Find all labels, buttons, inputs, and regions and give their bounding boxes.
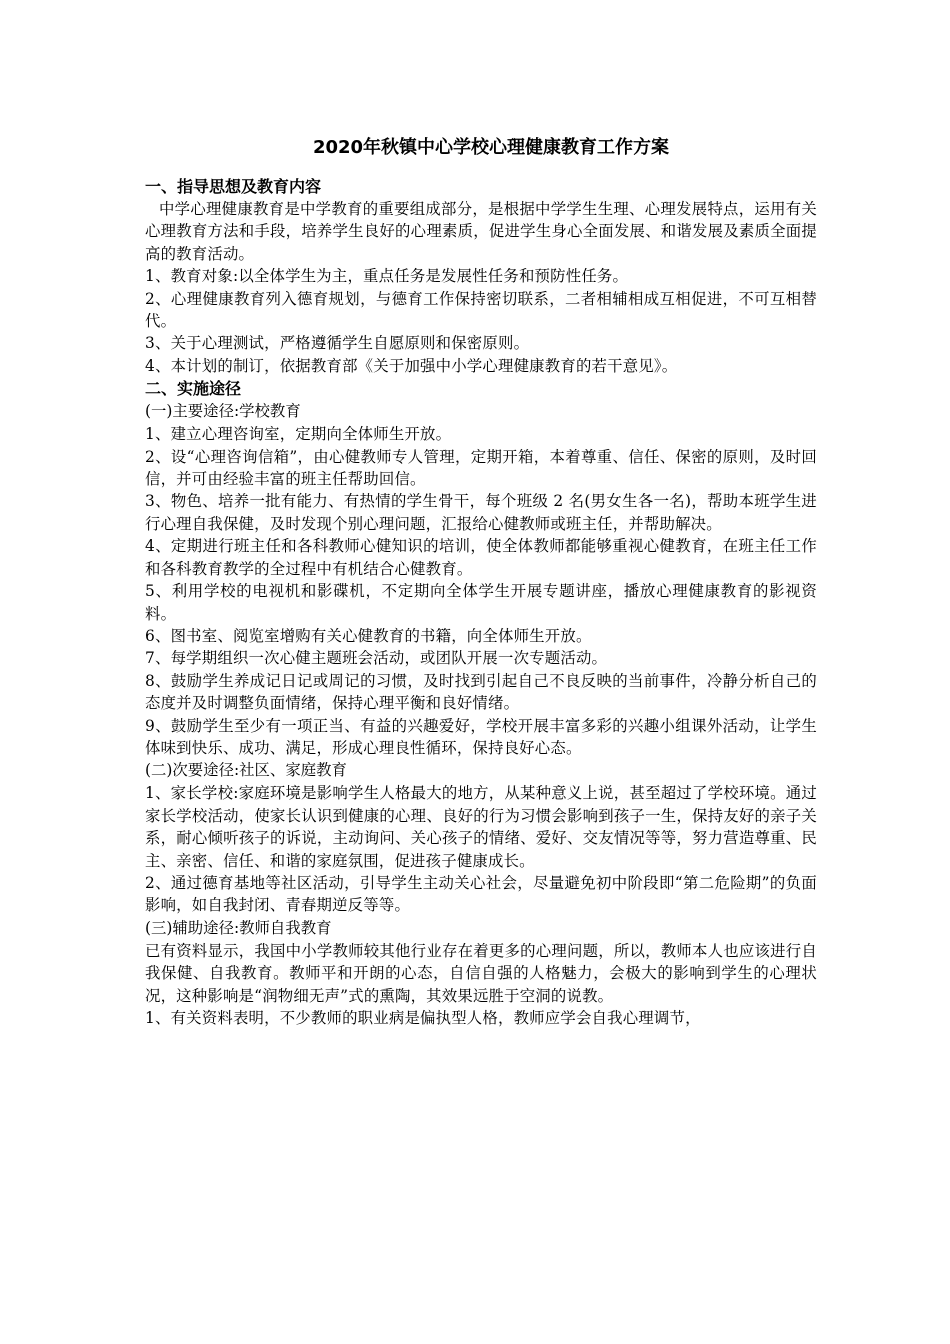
list-item: 4、定期进行班主任和各科教师心健知识的培训，使全体教师都能够重视心健教育，在班主任工作和各科教育教学的全过程中有机结合心健教育。 [145,537,817,578]
paragraph: 中学心理健康教育是中学教育的重要组成部分，是根据中学学生生理、心理发展特点，运用有关心理教育方法和手段，培养学生良好的心理素质，促进学生身心全面发展、和谐发展及素质全面提高的教育活动。 [145,200,817,263]
document-page [145,135,817,1029]
section-heading: 一、指导思想及教育内容 [145,177,322,196]
list-item: 9、鼓励学生至少有一项正当、有益的兴趣爱好，学校开展丰富多彩的兴趣小组课外活动，让学生体味到快乐、成功、满足，形成心理良性循环，保持良好心态。 [145,716,817,757]
list-item: 7、每学期组织一次心健主题班会活动，或团队开展一次专题活动。 [145,649,608,668]
list-item: 2、设“心理咨询信箱”，由心健教师专人管理，定期开箱，本着尊重、信任、保密的原则，及时回信，并可由经验丰富的班主任帮助回信。 [145,447,817,489]
list-item: 5、利用学校的电视机和影碟机，不定期向全体学生开展专题讲座，播放心理健康教育的影视资料。 [145,582,817,623]
list-item: 1、家长学校:家庭环境是影响学生人格最大的地方，从某种意义上说，甚至超过了学校环境。通过家长学校活动，使家长认识到健康的心理、良好的行为习惯会影响到孩子一生，保持友好的亲子关系，耐心倾听孩子的诉说，主动询问、关心孩子的情绪、爱好、交友情况等等，努力营造尊重、民主、亲密、信任、和谐的家庭氛围，促进孩子健康成长。 [145,784,817,870]
subsection-heading: (三)辅助途径:教师自我教育 [145,918,332,937]
list-item: 1、建立心理咨询室，定期向全体师生开放。 [145,425,452,444]
list-item: 3、关于心理测试，严格遵循学生自愿原则和保密原则。 [145,334,530,353]
list-item: 6、图书室、阅览室增购有关心健教育的书籍，向全体师生开放。 [145,626,592,645]
subsection-heading: (二)次要途径:社区、家庭教育 [145,761,347,780]
document-title: 2020年秋镇中心学校心理健康教育工作方案 [312,137,670,158]
list-item: 1、有关资料表明，不少教师的职业病是偏执型人格，教师应学会自我心理调节， [145,1009,701,1027]
list-item: 2、心理健康教育列入德育规划，与德育工作保持密切联系，二者相辅相成互相促进，不可互相替代。 [145,289,817,331]
list-item: 3、物色、培养一批有能力、有热情的学生骨干，每个班级 2 名(男女生各一名)，帮助本班学生进行心理自我保健，及时发现个别心理问题，汇报给心健教师或班主任，并帮助解决。 [145,492,817,533]
list-item: 8、鼓励学生养成记日记或周记的习惯，及时找到引起自己不良反映的当前事件，冷静分析自己的态度并及时调整负面情绪，保持心理平衡和良好情绪。 [145,671,817,713]
paragraph: 已有资料显示，我国中小学教师较其他行业存在着更多的心理问题，所以，教师本人也应该进行自我保健、自我教育。教师平和开朗的心态，自信自强的人格魅力，会极大的影响到学生的心理状况，这种影响是“润物细无声”式的熏陶，其效果远胜于空洞的说教。 [145,941,817,1005]
subsection-heading: (一)主要途径:学校教育 [145,402,301,421]
list-item: 2、通过德育基地等社区活动，引导学生主动关心社会，尽量避免初中阶段即“第二危险期”的负面影响，如自我封闭、青春期逆反等等。 [145,873,817,915]
list-item: 4、本计划的制订，依据教育部《关于加强中小学心理健康教育的若干意见》。 [145,356,678,375]
section-heading: 二、实施途径 [145,379,242,399]
list-item: 1、教育对象:以全体学生为主，重点任务是发展性任务和预防性任务。 [145,267,629,286]
